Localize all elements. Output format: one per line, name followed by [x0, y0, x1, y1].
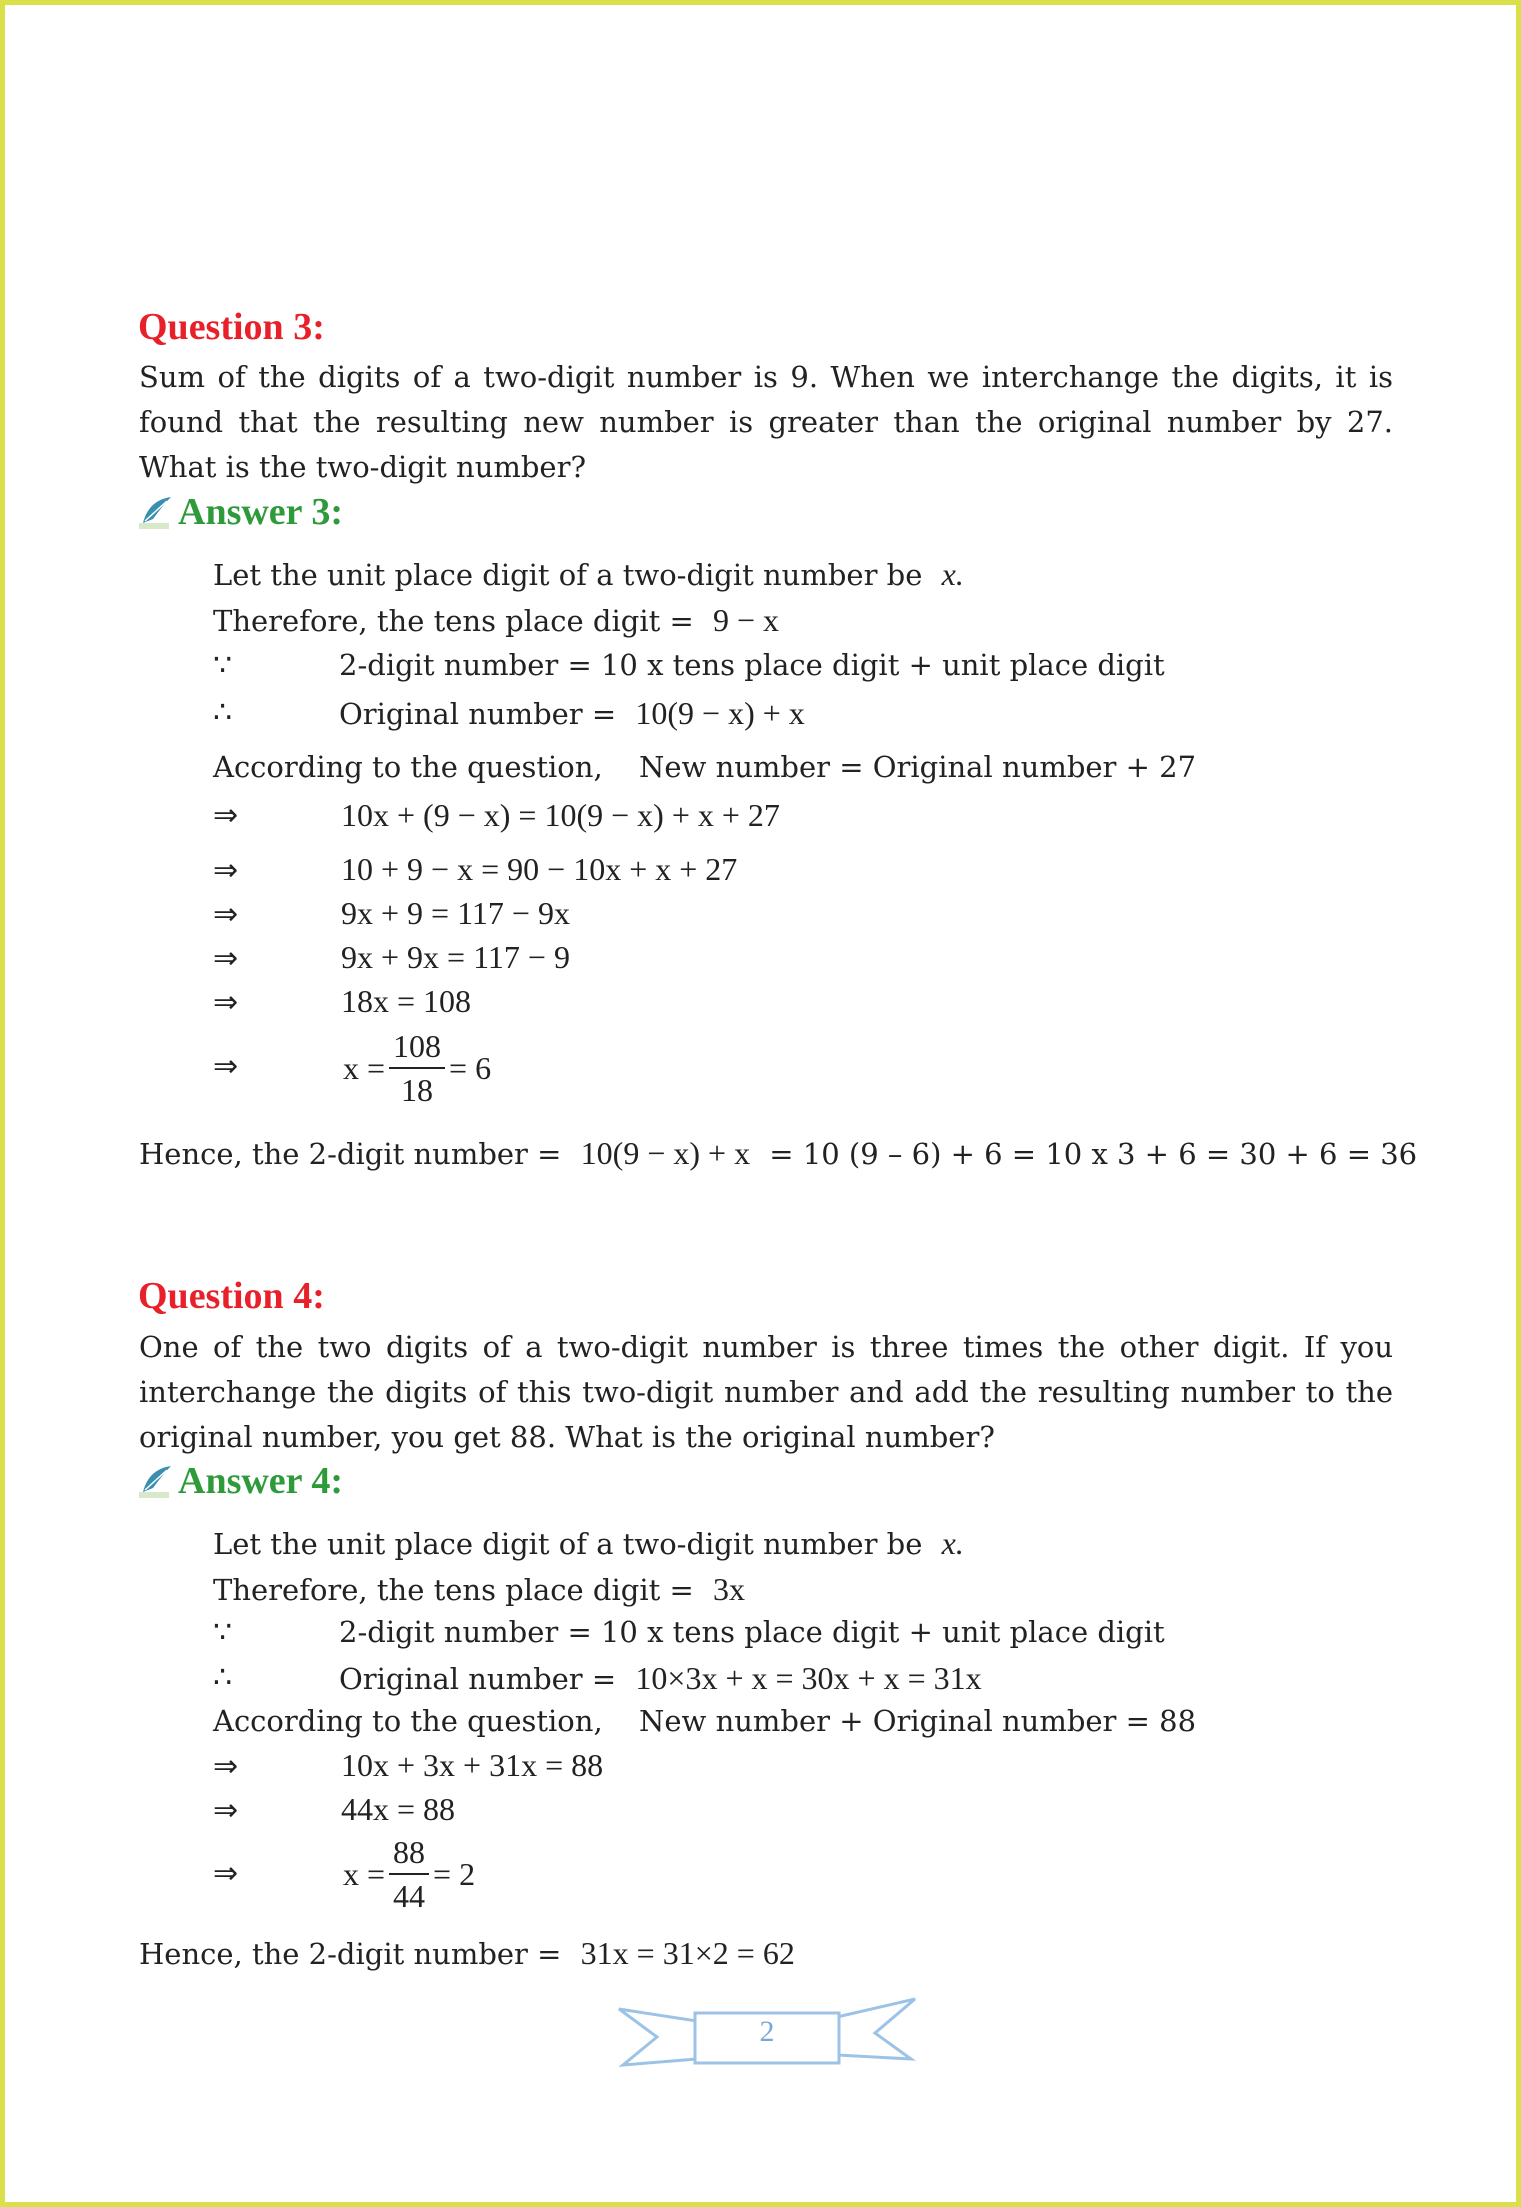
implies-symbol: ⇒ [213, 853, 239, 888]
fraction [389, 1831, 429, 1917]
answer-3-according: According to the question, [213, 750, 603, 784]
implies-symbol: ⇒ [213, 798, 239, 833]
implies-symbol: ⇒ [213, 897, 239, 932]
answer-3-original [339, 695, 805, 732]
answer-4-according: According to the question, [213, 1704, 603, 1738]
answer-4-step-1: 10x + 3x + 31x = 88 [341, 1747, 604, 1783]
fraction-lhs: x = [343, 1855, 386, 1892]
therefore-symbol: ∴ [213, 1660, 233, 1695]
fraction-numerator: 88 [389, 1831, 429, 1875]
final-label: Hence, the 2-digit number = [139, 1137, 562, 1171]
fraction-rhs: = 6 [449, 1049, 492, 1086]
answer-3-final [139, 1135, 1417, 1172]
feather-pen-icon [137, 1462, 175, 1505]
therefore-text: Therefore, the tens place digit = [213, 604, 694, 638]
fraction-rhs: = 2 [433, 1855, 476, 1892]
question-4-title: Question 4: [138, 1275, 325, 1317]
because-symbol: ∵ [213, 648, 233, 683]
fraction-denominator: 18 [401, 1072, 434, 1108]
implies-symbol: ⇒ [213, 1049, 239, 1084]
answer-4-step-2: 44x = 88 [341, 1791, 456, 1827]
original-number-label: Original number = [339, 697, 617, 731]
implies-symbol: ⇒ [213, 1749, 239, 1784]
implies-symbol: ⇒ [213, 1793, 239, 1828]
question-4-text: One of the two digits of a two-digit number is three times the other digit. If you interchange the digits of this two-digit number and add the resulting number to the original number, you get 88. What is the original number? [139, 1330, 1393, 1454]
implies-symbol: ⇒ [213, 941, 239, 976]
fraction [389, 1025, 445, 1111]
answer-3-new-number-eq: New number = Original number + 27 [639, 750, 1197, 784]
answer-4-final [139, 1935, 795, 1972]
let-variable: x. [941, 1525, 964, 1561]
let-variable: x. [941, 556, 964, 592]
therefore-value: 3x [712, 1571, 745, 1607]
answer-3-step-3: 9x + 9 = 117 − 9x [341, 895, 570, 931]
answer-3-step-1: 10x + (9 − x) = 10(9 − x) + x + 27 [341, 797, 780, 833]
let-text: Let the unit place digit of a two-digit number be [213, 558, 923, 592]
answer-3-because-text: 2-digit number = 10 x tens place digit + unit place digit [339, 648, 1165, 682]
original-number-expr: 10×3x + x = 30x + x = 31x [635, 1660, 982, 1696]
original-number-expr: 10(9 − x) + x [635, 695, 805, 731]
let-text: Let the unit place digit of a two-digit number be [213, 1527, 923, 1561]
therefore-value: 9 − x [712, 602, 780, 638]
fraction-lhs: x = [343, 1049, 386, 1086]
answer-3-let [213, 556, 964, 593]
page-number: 2 [759, 2015, 775, 2048]
therefore-text: Therefore, the tens place digit = [213, 1573, 694, 1607]
answer-3-step-5: 18x = 108 [341, 983, 472, 1019]
implies-symbol: ⇒ [213, 985, 239, 1020]
answer-3-step-4: 9x + 9x = 117 − 9 [341, 939, 570, 975]
fraction-denominator: 44 [393, 1878, 426, 1914]
answer-3-title: Answer 3: [178, 491, 344, 533]
question-3-title: Question 3: [138, 306, 325, 348]
question-3-text: Sum of the digits of a two-digit number is 9. When we interchange the digits, it is found that the resulting new number is greater than the original number by 27. What is the two-digit number? [139, 360, 1393, 484]
answer-4-title: Answer 4: [178, 1460, 344, 1502]
feather-pen-icon [137, 493, 175, 536]
implies-symbol: ⇒ [213, 1856, 239, 1891]
answer-4-fraction-step [343, 1831, 475, 1917]
because-symbol: ∵ [213, 1615, 233, 1650]
answer-4-new-number-eq: New number + Original number = 88 [639, 1704, 1197, 1738]
answer-3-fraction-step [343, 1025, 491, 1111]
therefore-symbol: ∴ [213, 695, 233, 730]
final-expr: 31x = 31×2 = 62 [580, 1935, 795, 1971]
final-expr: 10(9 − x) + x [580, 1135, 751, 1171]
answer-4-original [339, 1660, 982, 1697]
original-number-label: Original number = [339, 1662, 617, 1696]
fraction-numerator: 108 [389, 1025, 445, 1069]
answer-4-therefore [213, 1571, 745, 1608]
page-number-ribbon [617, 1993, 917, 2077]
answer-3-therefore [213, 602, 779, 639]
answer-3-step-2: 10 + 9 − x = 90 − 10x + x + 27 [341, 851, 738, 887]
final-label: Hence, the 2-digit number = [139, 1937, 562, 1971]
answer-4-because-text: 2-digit number = 10 x tens place digit + unit place digit [339, 1615, 1165, 1649]
answer-4-let [213, 1525, 964, 1562]
final-rest: = 10 (9 – 6) + 6 = 10 x 3 + 6 = 30 + 6 = 36 [769, 1137, 1418, 1171]
